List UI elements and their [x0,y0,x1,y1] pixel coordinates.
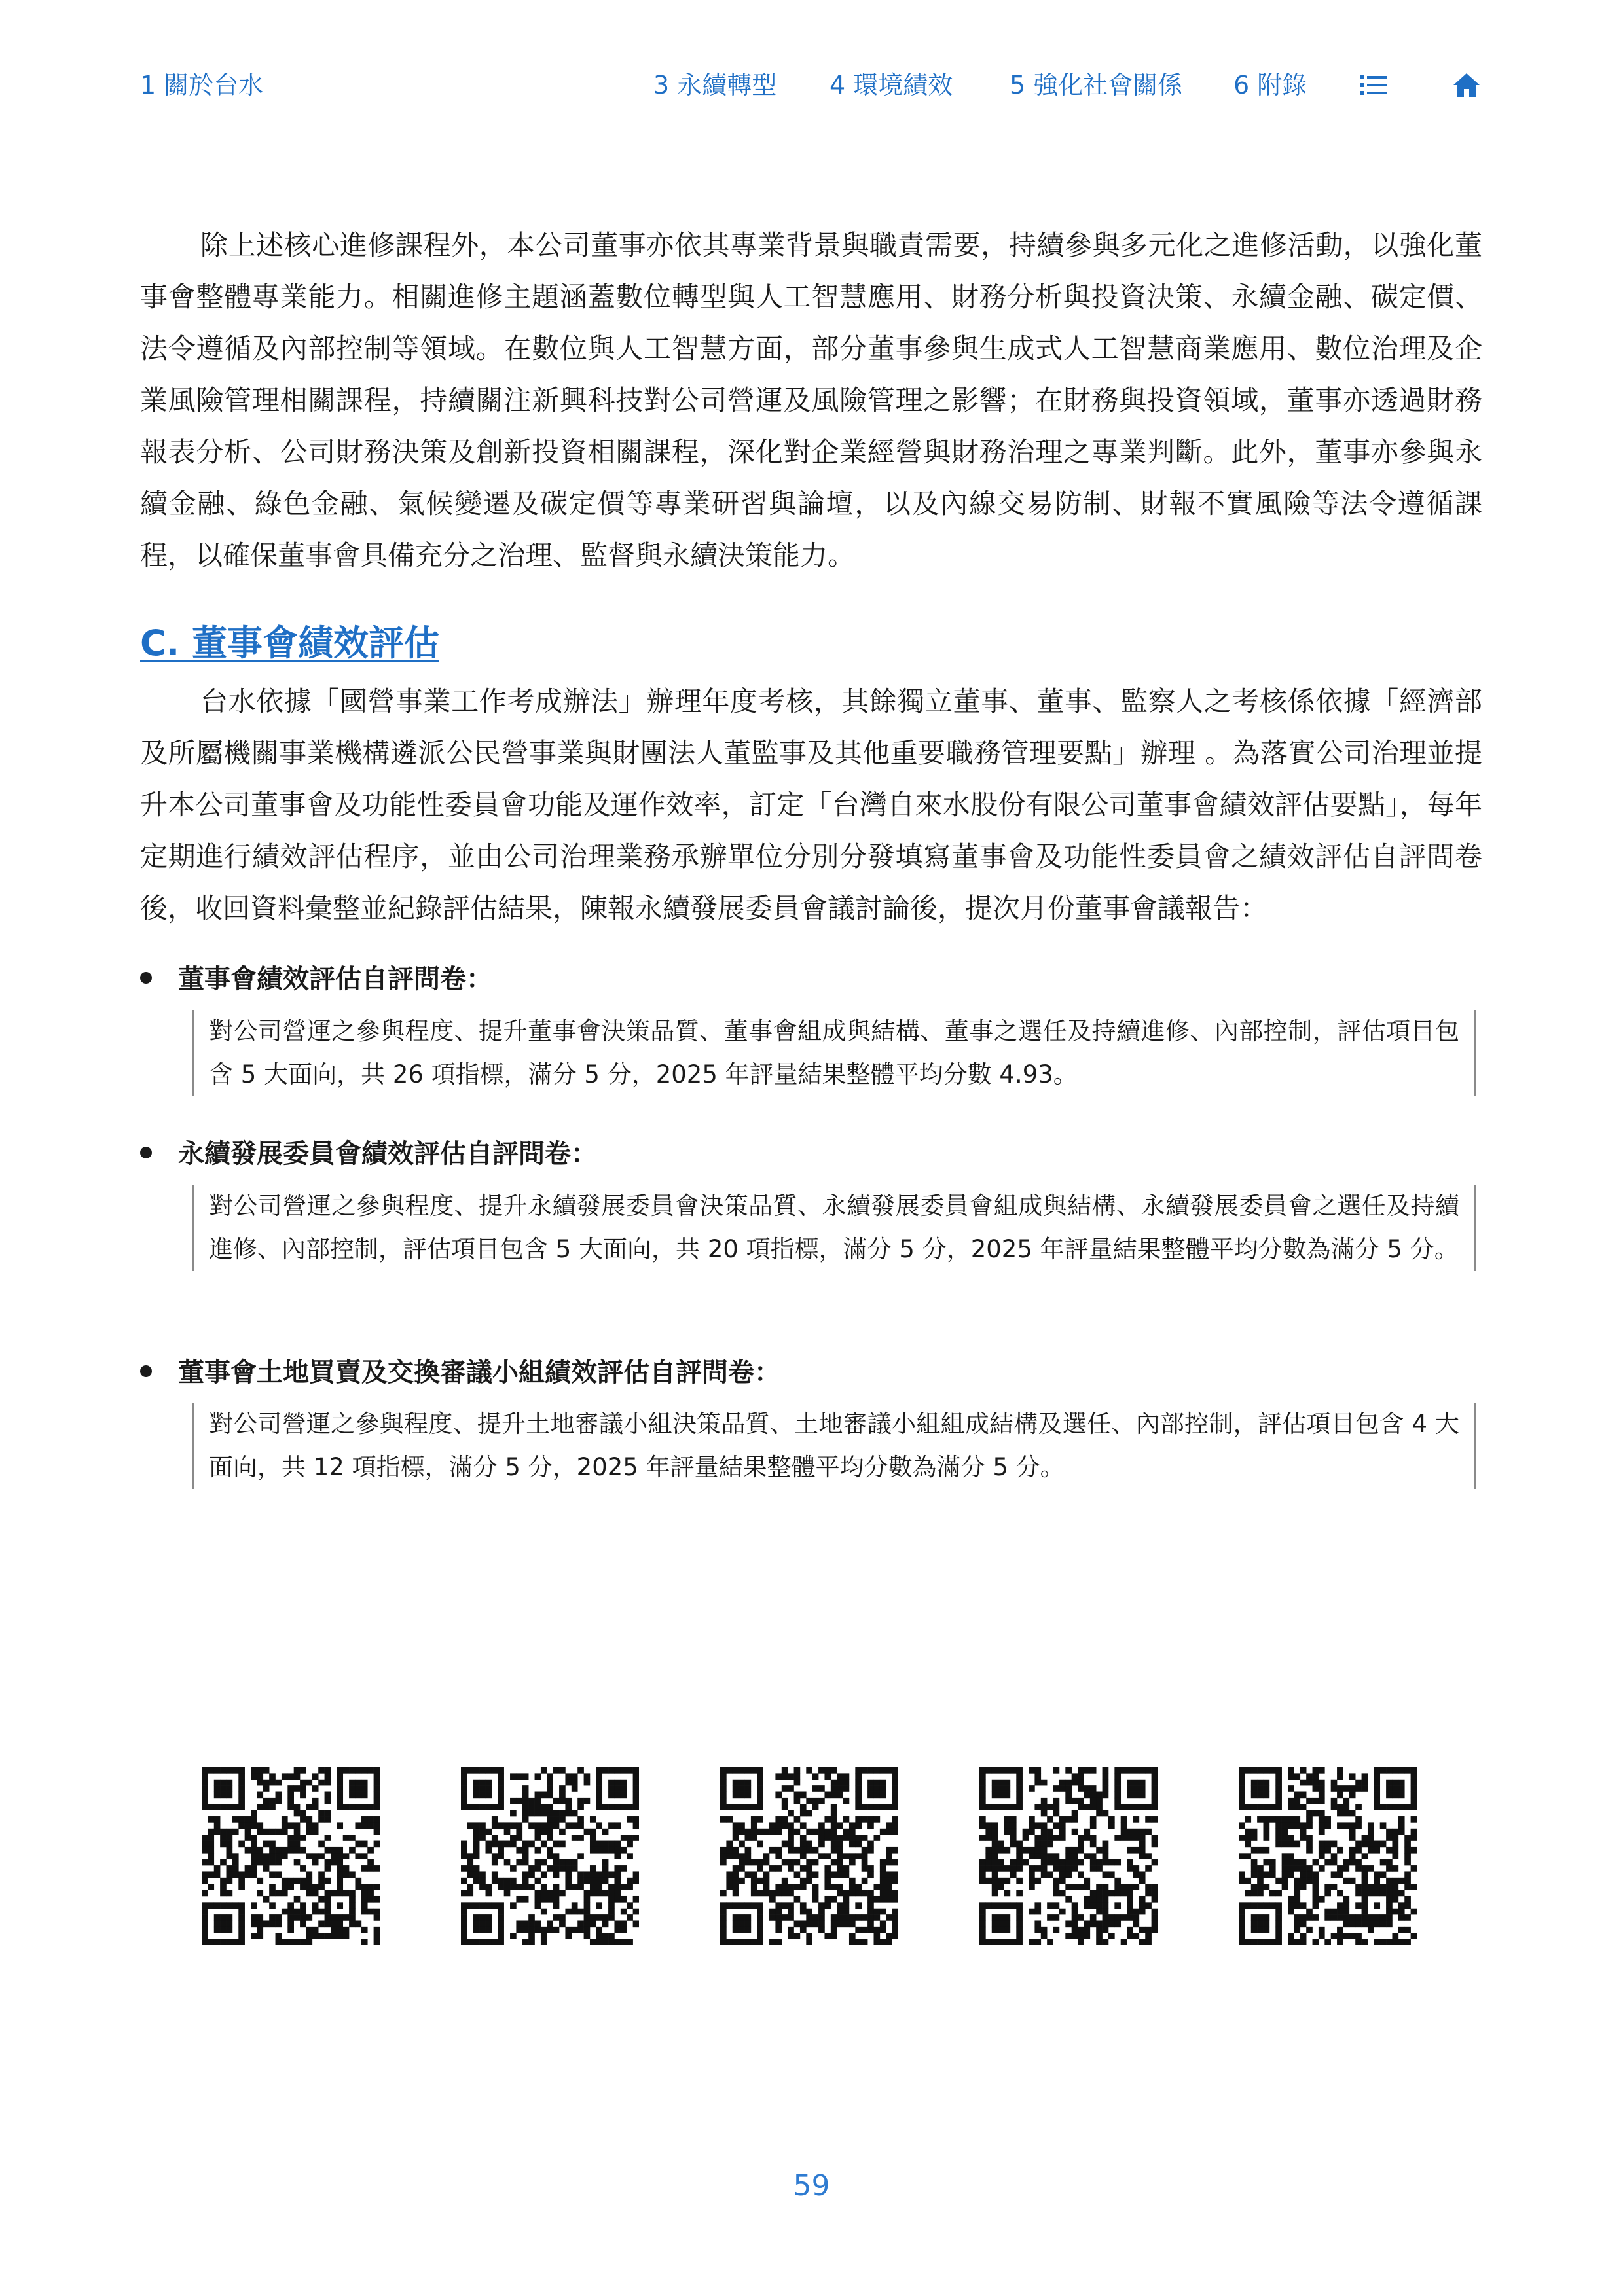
bullet-title-board-questionnaire [140,960,492,999]
nav-link-appendix[interactable]: 6 附錄 [1233,71,1307,99]
bullet-icon [140,1147,152,1158]
nav-link-about[interactable]: 1 關於台水 [140,71,264,99]
section-heading-board-evaluation[interactable]: C. 董事會績效評估 [140,622,439,664]
qr-code-icon[interactable] [1239,1767,1417,1945]
bullet-detail-sustainability-committee-questionnaire: 對公司營運之參與程度、提升永續發展委員會決策品質、永續發展委員會組成與結構、永續發展委員會之選任及持續進修、內部控制，評估項目包含 5 大面向，共 20 項指標，滿分 5 分，2025 年評量結果整體平均分數為滿分 5 分。 [192,1185,1476,1271]
bullet-detail-land-review-questionnaire: 對公司營運之參與程度、提升土地審議小組決策品質、土地審議小組組成結構及選任、內部控制，評估項目包含 4 大面向，共 12 項指標，滿分 5 分，2025 年評量結果整體平均分數為滿分 5 分。 [192,1403,1476,1489]
home-icon[interactable] [1452,71,1481,99]
top-navigation [140,65,1482,105]
qr-code-icon[interactable] [720,1767,898,1945]
bullet-title-text: 永續發展委員會績效評估自評問卷： [178,1139,597,1169]
nav-link-social-relations[interactable]: 5 強化社會關係 [1010,71,1183,99]
section-paragraph: 台水依據「國營事業工作考成辦法」辦理年度考核，其餘獨立董事、董事、監察人之考核係依據「經濟部及所屬機關事業機構遴派公民營事業與財團法人董監事及其他重要職務管理要點」辦理 。為落實公司治理並提升本公司董事會及功能性委員會功能及運作效率，訂定「台灣自來水股份有限公司董事會績效評估要點」，每年定期進行績效評估程序，並由公司治理業務承辦單位分別分發填寫董事會及功能性委員會之績效評估自評問卷後，收回資料彙整並紀錄評估結果，陳報永續發展委員會議討論後，提次月份董事會議報告： [140,685,1482,924]
bullet-icon [140,972,152,984]
qr-code-icon[interactable] [202,1767,380,1945]
bullet-title-text: 董事會土地買賣及交換審議小組績效評估自評問卷： [178,1357,780,1388]
bullet-title-text: 董事會績效評估自評問卷： [178,964,492,994]
qr-code-icon[interactable] [979,1767,1158,1945]
bullet-title-sustainability-committee-questionnaire [140,1134,597,1174]
page-number: 59 [793,2169,830,2202]
bullet-title-land-review-questionnaire [140,1353,780,1392]
nav-link-environmental-performance[interactable]: 4 環境績效 [830,71,953,99]
bullet-detail-board-questionnaire: 對公司營運之參與程度、提升董事會決策品質、董事會組成與結構、董事之選任及持續進修、內部控制，評估項目包含 5 大面向，共 26 項指標，滿分 5 分，2025 年評量結果整體平均分數 4.93。 [192,1010,1476,1096]
nav-link-sustainable-transformation[interactable]: 3 永續轉型 [653,71,777,99]
list-icon[interactable] [1359,71,1388,99]
qr-code-icon[interactable] [461,1767,639,1945]
intro-paragraph: 除上述核心進修課程外，本公司董事亦依其專業背景與職責需要，持續參與多元化之進修活動，以強化董事會整體專業能力。相關進修主題涵蓋數位轉型與人工智慧應用、財務分析與投資決策、永續金融、碳定價、法令遵循及內部控制等領域。在數位與人工智慧方面，部分董事參與生成式人工智慧商業應用、數位治理及企業風險管理相關課程，持續關注新興科技對公司營運及風險管理之影響；在財務與投資領域，董事亦透過財務報表分析、公司財務決策及創新投資相關課程，深化對企業經營與財務治理之專業判斷。此外，董事亦參與永續金融、綠色金融、氣候變遷及碳定價等專業研習與論壇，以及內線交易防制、財報不實風險等法令遵循課程，以確保董事會具備充分之治理、監督與永續決策能力。 [140,229,1482,571]
qr-code-row [0,1767,1623,1950]
bullet-icon [140,1365,152,1377]
